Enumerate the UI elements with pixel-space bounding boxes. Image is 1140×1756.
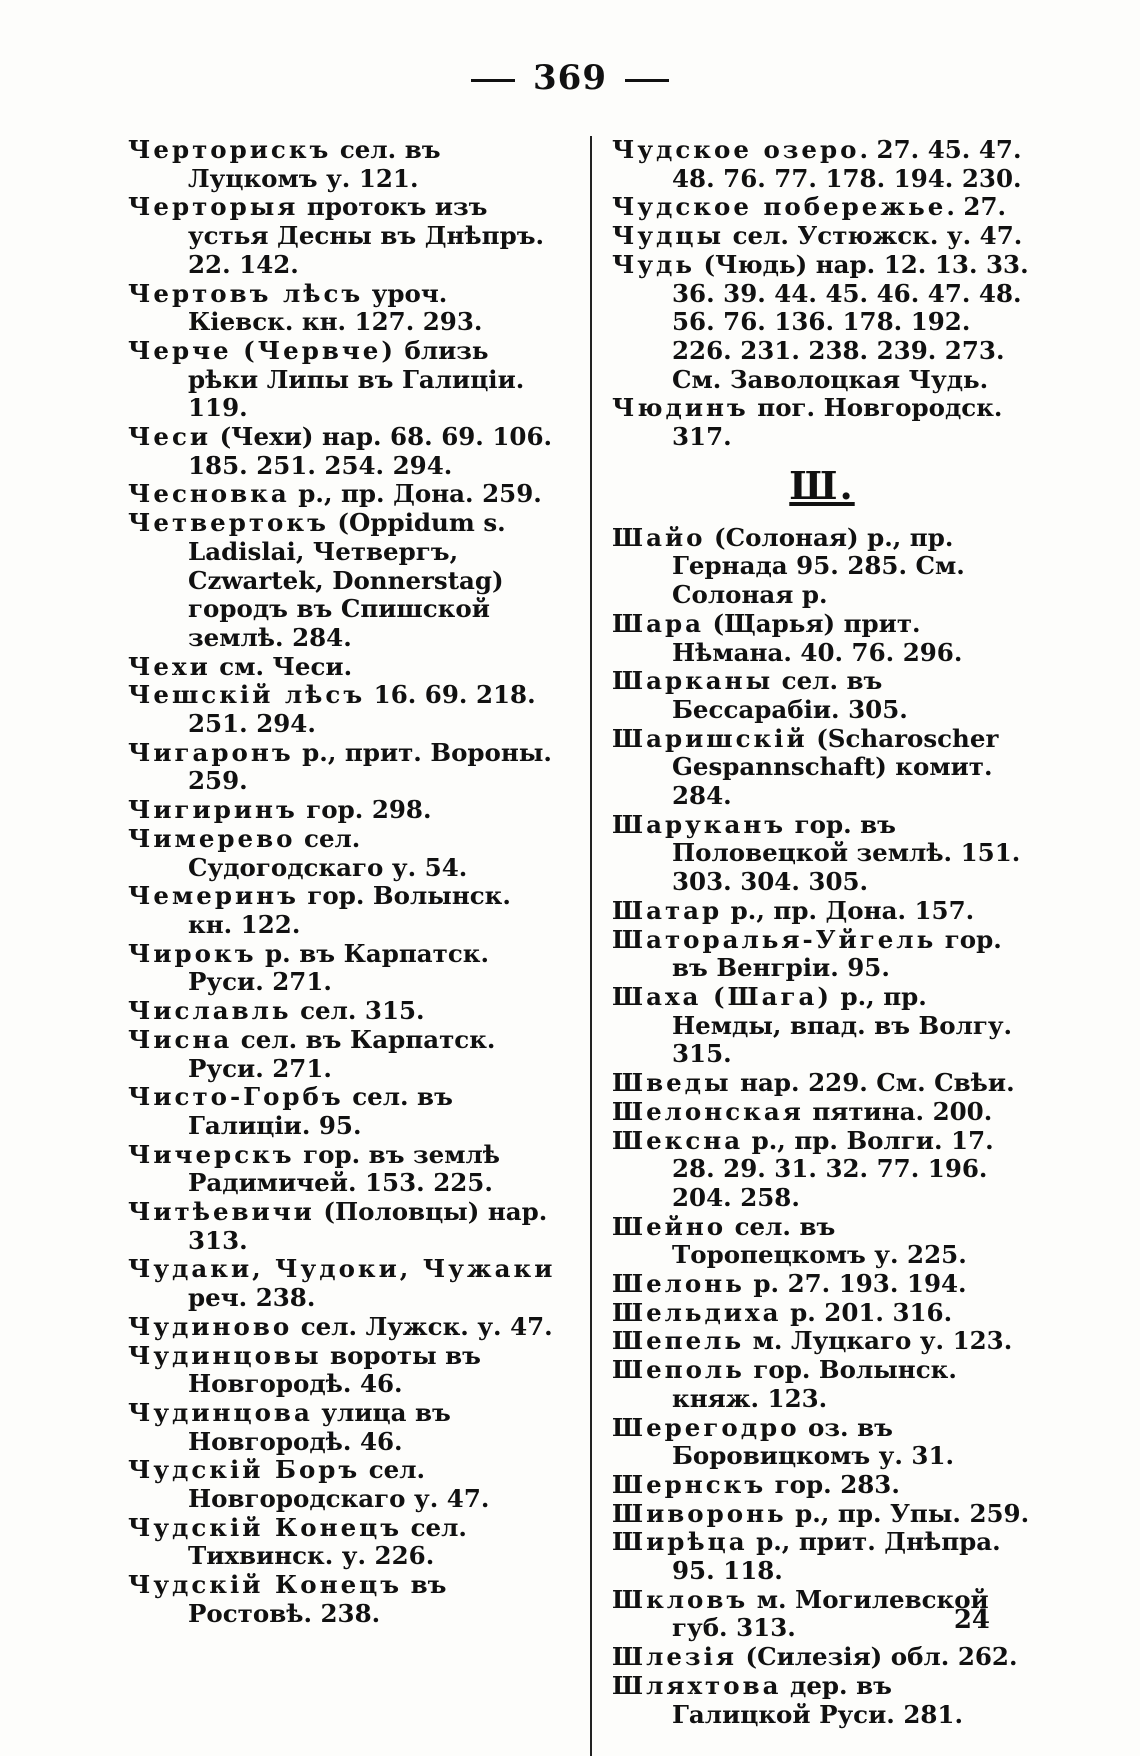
index-entry [612,1643,1032,1672]
column-divider [590,136,592,1756]
entry-headword: Читѣевичи [128,1197,315,1227]
index-entry [612,1471,1032,1500]
entry-text: гор. 298. [297,795,432,825]
entry-text: р., прит. Вороны. 259. [188,737,552,796]
index-entry [128,136,558,193]
index-entry [612,394,1032,451]
entry-text: (Чюдь) нар. 12. 13. 33. 36. 39. 44. 45. 46. 47. 48. 56. 76. 136. 178. 192. 226. 231. 238. 239. 273. См. Заволоцкая Чудь. [672,249,1029,394]
index-entry [128,739,558,796]
entry-headword: Чудинцовы [128,1340,322,1370]
section-letter-heading: Ш. [789,462,855,508]
right-column [612,136,1032,1729]
entry-headword: Черче (Червче) [128,335,396,365]
entry-headword: Шаруканъ [612,809,787,839]
entry-headword: Шара [612,608,704,638]
entry-text: въ Ростовѣ. 238. [188,1570,447,1628]
entry-headword: Чудскій Боръ [128,1455,361,1485]
index-entry [128,825,558,882]
entry-headword: Шлезія [612,1642,737,1672]
index-entry [612,725,1032,811]
entry-text: вороты въ Новгородѣ. 46. [188,1340,481,1399]
entry-text: оз. въ Боровицкомъ у. 31. [672,1412,955,1471]
entry-text: пятина. 200. [803,1096,993,1126]
index-entry [612,1299,1032,1328]
index-entry [128,1083,558,1140]
entry-headword: Чудинцова [128,1397,313,1427]
entry-text: сел. въ Карпатск. Руси. 271. [188,1024,496,1083]
index-entry [128,193,558,279]
entry-text: (Солоная) р., пр. Гернада 95. 285. См. Солоная р. [672,522,965,610]
entry-text: (Oppidum s. Ladislai, Четвергъ, Czwartek, Donnerstag) городъ въ Спишской землѣ. 284. [188,508,506,652]
entry-headword: Шляхтова [612,1670,782,1700]
entry-text: сел. въ Луцкомъ у. 121. [188,135,441,193]
index-entry [128,423,558,480]
index-entry [612,222,1032,251]
entry-text: . 27. 45. 47. 48. 76. 77. 178. 194. 230. [672,135,1022,193]
index-entry [612,251,1032,395]
index-entry [612,1414,1032,1471]
entry-text: улица въ Новгородѣ. 46. [188,1397,451,1456]
index-entry [612,926,1032,983]
entry-text: гор. въ Половецкой землѣ. 151. 303. 304. 305. [672,809,1021,897]
entry-text: сел. въ Торопецкомъ у. 225. [672,1211,967,1270]
index-entry [612,1213,1032,1270]
entry-text: гор. Волынск. княж. 123. [672,1355,957,1413]
entry-text: (Силезія) обл. 262. [736,1642,1018,1672]
index-entry [128,997,558,1026]
index-entry [612,983,1032,1069]
entry-headword: Чехи [128,651,211,681]
entry-headword: Шиворонь [612,1498,787,1528]
entry-text: м. Луцкаго у. 123. [744,1326,1013,1356]
entry-text: сел. Новгородскаго у. 47. [188,1455,490,1514]
index-entry [128,1571,558,1628]
entry-headword: Шерегодро [612,1412,800,1442]
entry-text: . 27. [946,192,1007,222]
index-entry [128,1342,558,1399]
entry-headword: Шеполь [612,1355,745,1385]
entry-headword: Чемеринъ [128,881,299,911]
entry-headword: Ширѣца [612,1527,748,1557]
entry-text: нар. 229. См. Свѣи. [731,1068,1015,1098]
index-entry [612,1327,1032,1356]
entry-text: дер. въ Галицкой Руси. 281. [672,1670,963,1729]
entry-headword: Чичерскъ [128,1139,295,1169]
entry-text: р. въ Карпатск. Руси. 271. [188,938,490,997]
index-entry [612,897,1032,926]
entry-text: р., пр. Немды, впад. въ Волгу. 315. [672,981,1013,1069]
index-entry [128,1313,558,1342]
entry-text: гор. 283. [766,1469,900,1499]
entry-headword: Чисна [128,1024,233,1054]
index-entry [128,940,558,997]
header-dash-right [625,79,669,82]
entry-text: р., пр. Волги. 17. 28. 29. 31. 32. 77. 196. 204. 258. [672,1125,994,1212]
entry-headword: Чудцы [612,221,725,251]
index-entry [128,480,558,509]
entry-text: (Чехи) нар. 68. 69. 106. 185. 251. 254. 294. [188,422,553,480]
index-entry [128,681,558,738]
entry-text: сел. Устюжск. у. 47. [724,221,1023,251]
index-entry [612,1356,1032,1413]
entry-headword: Чудь [612,249,696,279]
index-entry [128,1255,558,1312]
entry-headword: Черторискъ [128,135,332,164]
entry-text: р., прит. Днѣпра. 95. 118. [672,1527,1001,1586]
entry-headword: Шайо [612,522,706,552]
entry-text: сел. 315. [291,996,425,1026]
entry-headword: Шаторалья-Уйгель [612,924,937,954]
entry-text: р., пр. Дона. 157. [722,895,975,925]
entry-headword: Чудское озеро [612,135,860,164]
entry-headword: Шкловъ [612,1584,749,1614]
entry-text: р., пр. Упы. 259. [786,1498,1030,1528]
entry-text: (Scharoscher Gespannschaft) комит. 284. [672,723,999,811]
entry-headword: Чеси [128,422,212,452]
entry-text: м. Могилевской губ. 313. [672,1584,989,1643]
entry-text: (Щарья) прит. Нѣмана. 40. 76. 296. [672,608,963,667]
index-entry [612,667,1032,724]
entry-text: р., пр. Дона. 259. [289,479,542,509]
entry-headword: Чирокъ [128,938,257,968]
entry-headword: Шведы [612,1068,732,1098]
entry-headword: Шаха (Шага) [612,981,832,1011]
entry-text: р. 201. 316. [781,1297,953,1327]
entry-headword: Шелонь [612,1269,745,1299]
entry-text: близь рѣки Липы въ Галиціи. 119. [188,335,525,423]
index-entry [612,1528,1032,1585]
entry-headword: Числавль [128,996,292,1026]
index-entry [128,509,558,653]
entry-text: сел. Лужск. у. 47. [292,1311,553,1341]
entry-headword: Шернскъ [612,1469,767,1499]
index-entry [612,1098,1032,1127]
entry-headword: Шаришскій [612,723,808,753]
entry-text: сел. въ Бессарабіи. 305. [672,666,908,724]
entry-headword: Шепель [612,1326,745,1356]
entry-headword: Четвертокъ [128,508,329,538]
index-entry [612,136,1032,193]
entry-headword: Чигиринъ [128,795,298,825]
entry-text: гор. въ Венгріи. 95. [672,924,1002,983]
page-number: 369 [533,58,607,98]
index-entry [612,1500,1032,1529]
entry-headword: Чудскій Конецъ [128,1570,403,1600]
entry-text: гор. Волынск. кн. 122. [188,881,511,939]
index-entry [128,1399,558,1456]
entry-headword: Чигаронъ [128,737,294,767]
entry-text: сел. въ Галиціи. 95. [188,1082,453,1140]
index-entry [612,610,1032,667]
entry-text: 16. 69. 218. 251. 294. [188,680,536,739]
index-entry [128,1198,558,1255]
index-entry [612,193,1032,222]
entry-text: р. 27. 193. 194. [744,1269,967,1299]
entry-text: см. Чеси. [210,651,353,681]
index-entry [612,1127,1032,1213]
index-entry [128,882,558,939]
entry-headword: Шатар [612,895,723,925]
entry-text: реч. 238. [188,1283,316,1313]
index-entry [128,280,558,337]
entry-headword: Чюдинъ [612,393,749,423]
entry-headword: Шейно [612,1211,727,1241]
entry-headword: Шелонская [612,1096,804,1126]
entry-headword: Шексна [612,1125,744,1155]
entry-headword: Чесновка [128,479,290,509]
index-entry [128,337,558,423]
index-entry [128,1141,558,1198]
entry-text: протокъ изъ устья Десны въ Днѣпръ. 22. 142. [188,192,545,279]
index-entry [612,811,1032,897]
index-entry [128,653,558,682]
page-number-header [0,58,1140,98]
entry-text: гор. въ землѣ Радимичей. 153. 225. [188,1139,501,1198]
index-entry [612,1270,1032,1299]
entry-headword: Чисто-Горбъ [128,1082,344,1112]
entry-headword: Шельдиха [612,1297,782,1327]
index-entry [128,1514,558,1571]
signature-number: 24 [953,1605,990,1635]
index-entry [612,524,1032,610]
entry-text: (Половцы) нар. 313. [188,1197,548,1255]
entry-headword: Чудскій Конецъ [128,1512,403,1542]
index-entry [128,1456,558,1513]
entry-text: сел. Судогодскаго у. 54. [188,823,468,882]
index-entry [128,796,558,825]
index-entry [612,1672,1032,1729]
entry-headword: Чудиново [128,1311,293,1341]
entry-text: уроч. Кіевск. кн. 127. 293. [188,278,483,337]
entry-headword: Чудаки, Чудоки, Чужаки [128,1254,556,1284]
index-entry [612,1069,1032,1098]
entry-text: пог. Новгородск. 317. [672,393,1003,452]
index-entry [128,1026,558,1083]
entry-headword: Черторыя [128,192,299,222]
left-column [128,136,558,1629]
entry-headword: Чудское побережье [612,192,947,222]
entry-text: сел. Тихвинск. у. 226. [188,1512,467,1571]
entry-headword: Чертовъ лѣсъ [128,278,364,308]
entry-headword: Шарканы [612,666,774,696]
entry-headword: Чешскій лѣсъ [128,680,366,710]
header-dash-left [471,79,515,82]
right-column-top [612,136,1032,452]
right-column-bottom [612,524,1032,1730]
entry-headword: Чимерево [128,823,296,853]
